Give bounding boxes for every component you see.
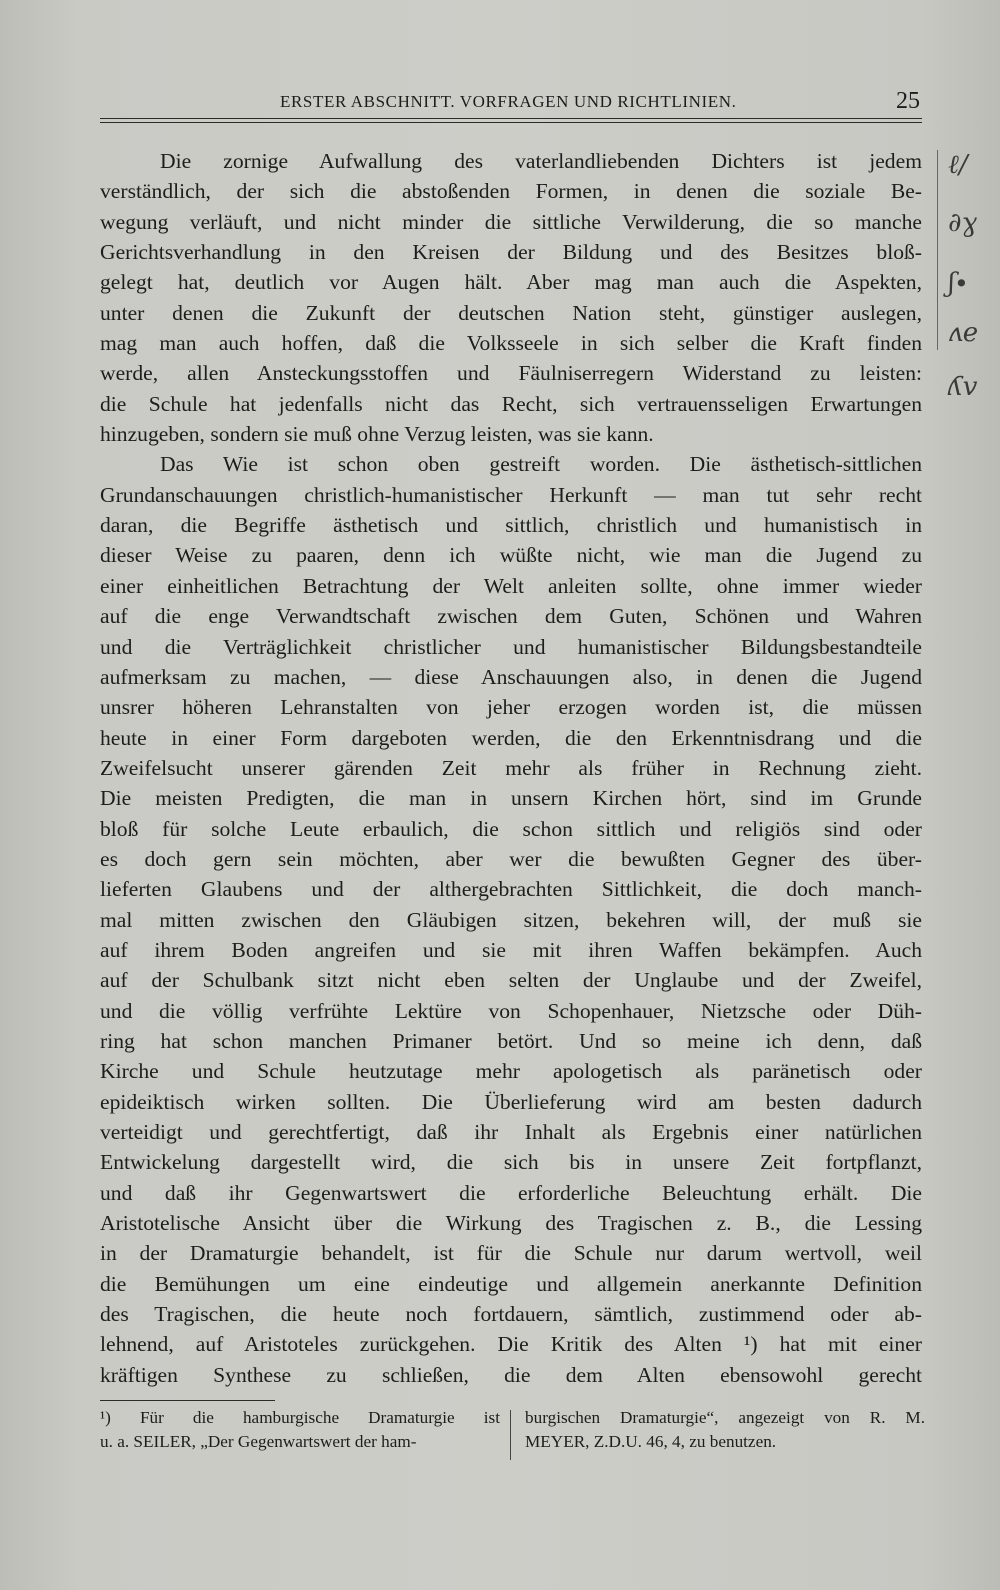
text-line: unter denen die Zukunft der deutschen Nation steht, günstiger auslegen, <box>100 300 922 325</box>
text-line: verständlich, der sich die abstoßenden Formen, in denen die soziale Be- <box>100 179 922 204</box>
footnote-column-left <box>100 1406 500 1454</box>
footnote-line: MEYER, Z.D.U. 46, 4, zu benutzen. <box>525 1432 777 1451</box>
footnote-line: u. a. SEILER, „Der Gegenwartswert der ham- <box>100 1432 417 1451</box>
text-line: hinzugeben, sondern sie muß ohne Verzug leisten, was sie kann. <box>100 422 654 447</box>
text-line: epideiktisch wirken sollten. Die Überlieferung wird am besten dadurch <box>100 1089 922 1114</box>
footnote-line: ¹) Für die hamburgische Dramaturgie ist <box>100 1408 500 1427</box>
text-line: einer einheitlichen Betrachtung der Welt anleiten sollte, ohne immer wieder <box>100 573 922 598</box>
footnote-column-divider <box>510 1410 511 1460</box>
text-line: aufmerksam zu machen, — diese Anschauungen also, in denen die Jugend <box>100 664 922 689</box>
text-line: ring hat schon manchen Primaner betört. Und so meine ich denn, daß <box>100 1028 922 1053</box>
text-line: Kirche und Schule heutzutage mehr apologetisch als paränetisch oder <box>100 1059 922 1084</box>
text-line: wegung verläuft, und nicht minder die sittliche Verwilderung, die so manche <box>100 209 922 234</box>
text-line: Gerichtsverhandlung in den Kreisen der Bildung und des Besitzes bloß- <box>100 240 922 265</box>
text-line: des Tragischen, die heute noch fortdauern, sämtlich, zustimmend oder ab- <box>100 1302 922 1327</box>
text-line: es doch gern sein möchten, aber wer die bewußten Gegner des über- <box>100 846 922 871</box>
text-line: Die meisten Predigten, die man in unsern Kirchen hört, sind im Grunde <box>100 786 922 811</box>
text-line: auf ihrem Boden angreifen und sie mit ihren Waffen bekämpfen. Auch <box>100 937 922 962</box>
margin-pencil-line <box>937 150 938 350</box>
text-line: mal mitten zwischen den Gläubigen sitzen, bekehren will, der muß sie <box>100 907 922 932</box>
text-line: und die völlig verfrühte Lektüre von Schopenhauer, Nietzsche oder Düh- <box>100 998 922 1023</box>
text-line: in der Dramaturgie behandelt, ist für die Schule nur darum wertvoll, weil <box>100 1241 922 1266</box>
running-title: ERSTER ABSCHNITT. VORFRAGEN UND RICHTLINIEN. <box>280 92 737 111</box>
header-rule-top <box>100 118 922 119</box>
text-line: unsrer höheren Lehranstalten von jeher erzogen worden ist, die müssen <box>100 695 922 720</box>
text-line: bloß für solche Leute erbaulich, die schon sittlich und religiös sind oder <box>100 816 922 841</box>
text-line: Grundanschauungen christlich-humanistischer Herkunft — man tut sehr recht <box>100 482 922 507</box>
text-line: verteidigt und gerechtfertigt, daß ihr Inhalt als Ergebnis einer natürlichen <box>100 1120 922 1144</box>
text-line: daran, die Begriffe ästhetisch und sittlich, christlich und humanistisch in <box>100 513 922 538</box>
text-line: lieferten Glaubens und der althergebrachten Sittlichkeit, die doch manch- <box>100 877 922 902</box>
text-line: Das Wie ist schon oben gestreift worden. Die ästhetisch-sittlichen <box>160 452 922 477</box>
text-line: kräftigen Synthese zu schließen, die dem Alten ebensowohl gerecht <box>100 1362 922 1387</box>
text-line: mag man auch hoffen, daß die Volksseele in sich selber die Kraft finden <box>100 331 922 356</box>
margin-scribble: ʃ∙ <box>948 268 968 298</box>
page-number: 25 <box>896 88 920 114</box>
text-line: auf der Schulbank sitzt nicht eben selten der Unglaube und der Zweifel, <box>100 968 922 993</box>
margin-scribble: ʌe <box>948 318 979 348</box>
text-line: Zweifelsucht unserer gärenden Zeit mehr als früher in Rechnung zieht. <box>100 755 922 780</box>
text-line: dieser Weise zu paaren, denn ich wüßte nicht, wie man die Jugend zu <box>100 543 922 568</box>
footnote-rule <box>100 1400 275 1401</box>
text-line: werde, allen Ansteckungsstoffen und Fäulniserregern Widerstand zu leisten: <box>100 361 922 386</box>
text-line: die Bemühungen um eine eindeutige und allgemein anerkannte Definition <box>100 1271 922 1296</box>
text-line: Aristotelische Ansicht über die Wirkung des Tragischen z. B., die Lessing <box>100 1211 922 1236</box>
text-line: Entwickelung dargestellt wird, die sich bis in unsere Zeit fortpflanzt, <box>100 1150 922 1175</box>
text-line: und die Verträglichkeit christlicher und humanistischer Bildungsbestandteile <box>100 634 922 659</box>
footnote-column-right <box>525 1406 925 1454</box>
margin-scribble: ʎv <box>948 372 978 402</box>
text-line: gelegt hat, deutlich vor Augen hält. Aber mag man auch die Aspekten, <box>100 270 922 295</box>
footnote-line: burgischen Dramaturgie“, angezeigt von R. M. <box>525 1408 925 1427</box>
text-line: heute in einer Form dargeboten werden, die den Erkenntnisdrang und die <box>100 725 922 750</box>
text-line: auf die enge Verwandtschaft zwischen dem Guten, Schönen und Wahren <box>100 604 922 629</box>
header-rule-bottom <box>100 122 922 123</box>
text-line: Die zornige Aufwallung des vaterlandliebenden Dichters ist jedem <box>160 149 922 173</box>
margin-scribble: ℓ/ <box>948 150 968 180</box>
text-line: die Schule hat jedenfalls nicht das Recht, sich vertrauensseligen Erwartungen <box>100 391 922 416</box>
text-line: lehnend, auf Aristoteles zurückgehen. Die Kritik des Alten ¹) hat mit einer <box>100 1332 922 1357</box>
text-line: und daß ihr Gegenwartswert die erforderliche Beleuchtung erhält. Die <box>100 1180 922 1205</box>
body-text <box>100 146 922 1390</box>
margin-scribble: ∂ɣ <box>948 208 978 238</box>
